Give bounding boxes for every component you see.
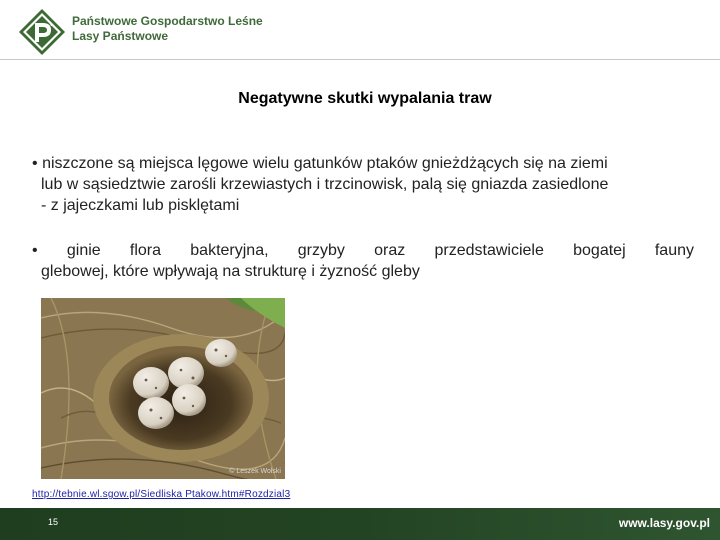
bullet-2-line-1 <box>32 240 694 261</box>
source-link[interactable]: http://tebnie.wl.sgow.pl/Siedliska Ptakow.htm#Rozdzial3 <box>32 489 291 500</box>
bullet-1-text-1: niszczone są miejsca lęgowe wielu gatunków ptaków gnieżdżących się na ziemi <box>42 155 608 172</box>
bullet-point-2 <box>32 240 694 282</box>
photo-credit: © Leszek Wolski <box>229 468 281 475</box>
bullet-1-line-1 <box>32 153 694 174</box>
organization-name <box>72 14 263 44</box>
lasy-panstwowe-logo <box>18 8 66 56</box>
organization-name-line2: Lasy Państwowe <box>72 29 169 43</box>
bullet-1-marker: • <box>32 155 38 172</box>
bullet-point-1 <box>32 153 694 216</box>
bird-nest-photo <box>41 298 285 479</box>
website-url[interactable]: www.lasy.gov.pl <box>618 516 710 530</box>
bullet-2-marker: • <box>32 242 38 259</box>
footer-bar <box>0 508 720 540</box>
page-number: 15 <box>48 517 59 527</box>
bullet-2-line-2: glebowej, które wpływają na strukturę i żyzność gleby <box>41 263 420 280</box>
organization-name-line1: Państwowe Gospodarstwo Leśne <box>72 14 263 28</box>
slide-title: Negatywne skutki wypalania traw <box>238 90 492 107</box>
bullet-1-line-3: - z jajeczkami lub pisklętami <box>41 197 240 214</box>
bullet-2-text-1: ginie flora bakteryjna, grzyby oraz przedstawiciele bogatej fauny <box>66 242 695 259</box>
header-divider <box>0 59 720 60</box>
bullet-1-line-2: lub w sąsiedztwie zarośli krzewiastych i trzcinowisk, palą się gniazda zasiedlone <box>41 176 609 193</box>
